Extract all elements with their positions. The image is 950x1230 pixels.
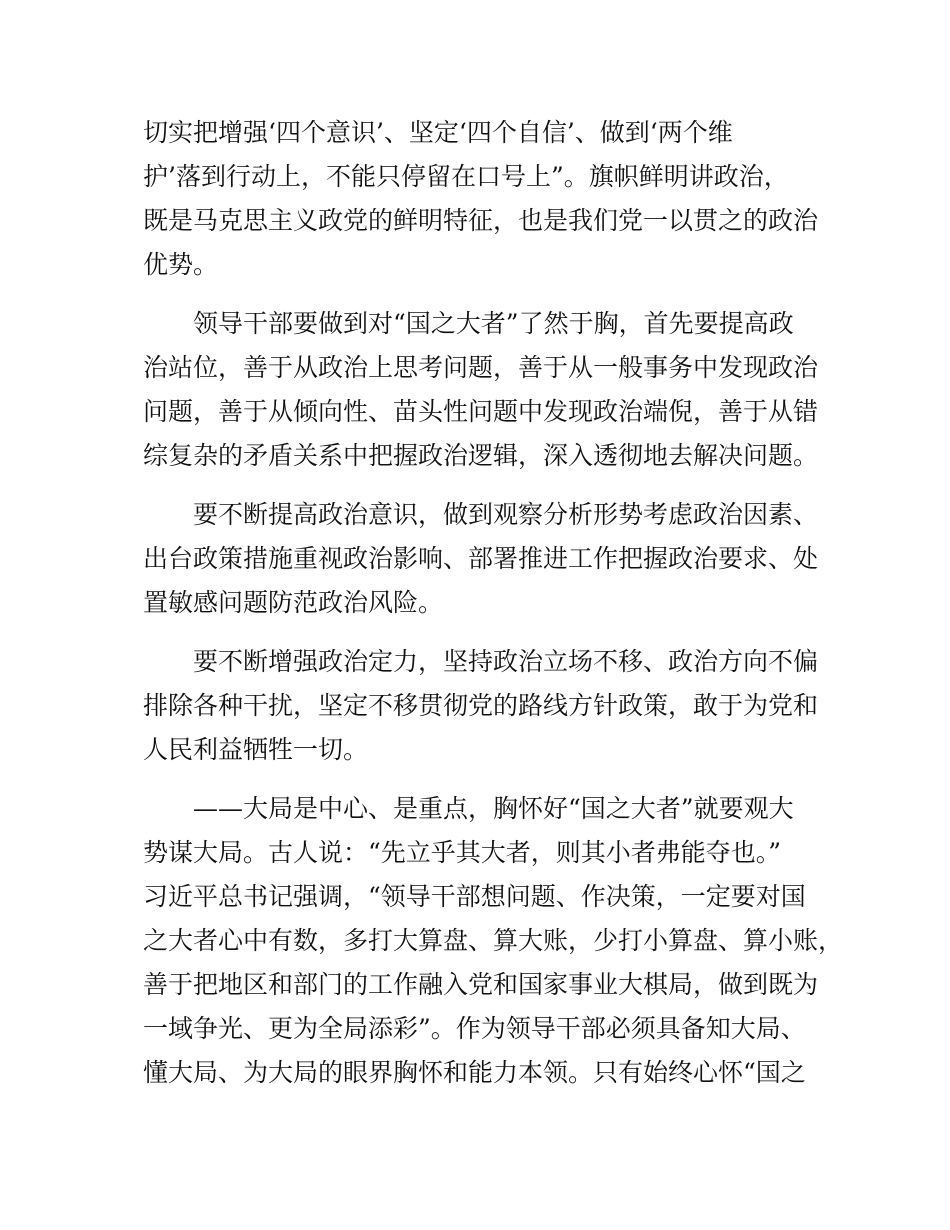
text-line: 人民利益牺牲一切。 [143, 735, 369, 764]
document-body [143, 111, 844, 1095]
text-line: 既是马克思主义政党的鲜明特征，也是我们党一以贯之的政治 [143, 206, 819, 235]
text-line: 要不断提高政治意识，做到观察分析形势考虑政治因素、 [193, 500, 819, 529]
text-line: 问题，善于从倾向性、苗头性问题中发现政治端倪，善于从错 [143, 397, 819, 426]
text-line: 综复杂的矛盾关系中把握政治逻辑，深入透彻地去解决问题。 [143, 441, 819, 470]
text-line: 置敏感问题防范政治风险。 [143, 588, 444, 617]
text-line: 善于把地区和部门的工作融入党和国家事业大棋局，做到既为 [143, 970, 819, 999]
text-line: 排除各种干扰，坚定不移贯彻党的路线方针政策，敢于为党和 [143, 691, 819, 720]
paragraph-3 [143, 493, 823, 625]
paragraph-2 [143, 302, 823, 478]
paragraph-5 [143, 787, 844, 1095]
text-line: 切实把增强‘四个意识’、坚定‘四个自信’、做到‘两个维 [143, 118, 733, 147]
paragraph-4 [143, 640, 823, 772]
text-line: 之大者心中有数，多打大算盘、算大账，少打小算盘、算小账， [143, 926, 844, 955]
paragraph-1 [143, 111, 823, 287]
text-line: 要不断增强政治定力，坚持政治立场不移、政治方向不偏 [193, 647, 819, 676]
text-line: 优势。 [143, 250, 219, 279]
text-line: 势谋大局。古人说：“先立乎其大者，则其小者弗能夺也。” [143, 838, 782, 867]
text-line: 一域争光、更为全局添彩”。作为领导干部必须具备知大局、 [143, 1014, 806, 1043]
text-line: 护’落到行动上，不能只停留在口号上”。旗帜鲜明讲政治， [143, 162, 789, 191]
text-line: 习近平总书记强调，“领导干部想问题、作决策，一定要对国 [143, 882, 806, 911]
text-line: 出台政策措施重视政治影响、部署推进工作把握政治要求、处 [143, 544, 819, 573]
text-line: 治站位，善于从政治上思考问题，善于从一般事务中发现政治 [143, 353, 819, 382]
text-line: 懂大局、为大局的眼界胸怀和能力本领。只有始终心怀“国之 [143, 1058, 806, 1087]
text-line: 领导干部要做到对“国之大者”了然于胸，首先要提高政 [193, 309, 794, 338]
text-line: ——大局是中心、是重点，胸怀好“国之大者”就要观大 [193, 794, 794, 823]
